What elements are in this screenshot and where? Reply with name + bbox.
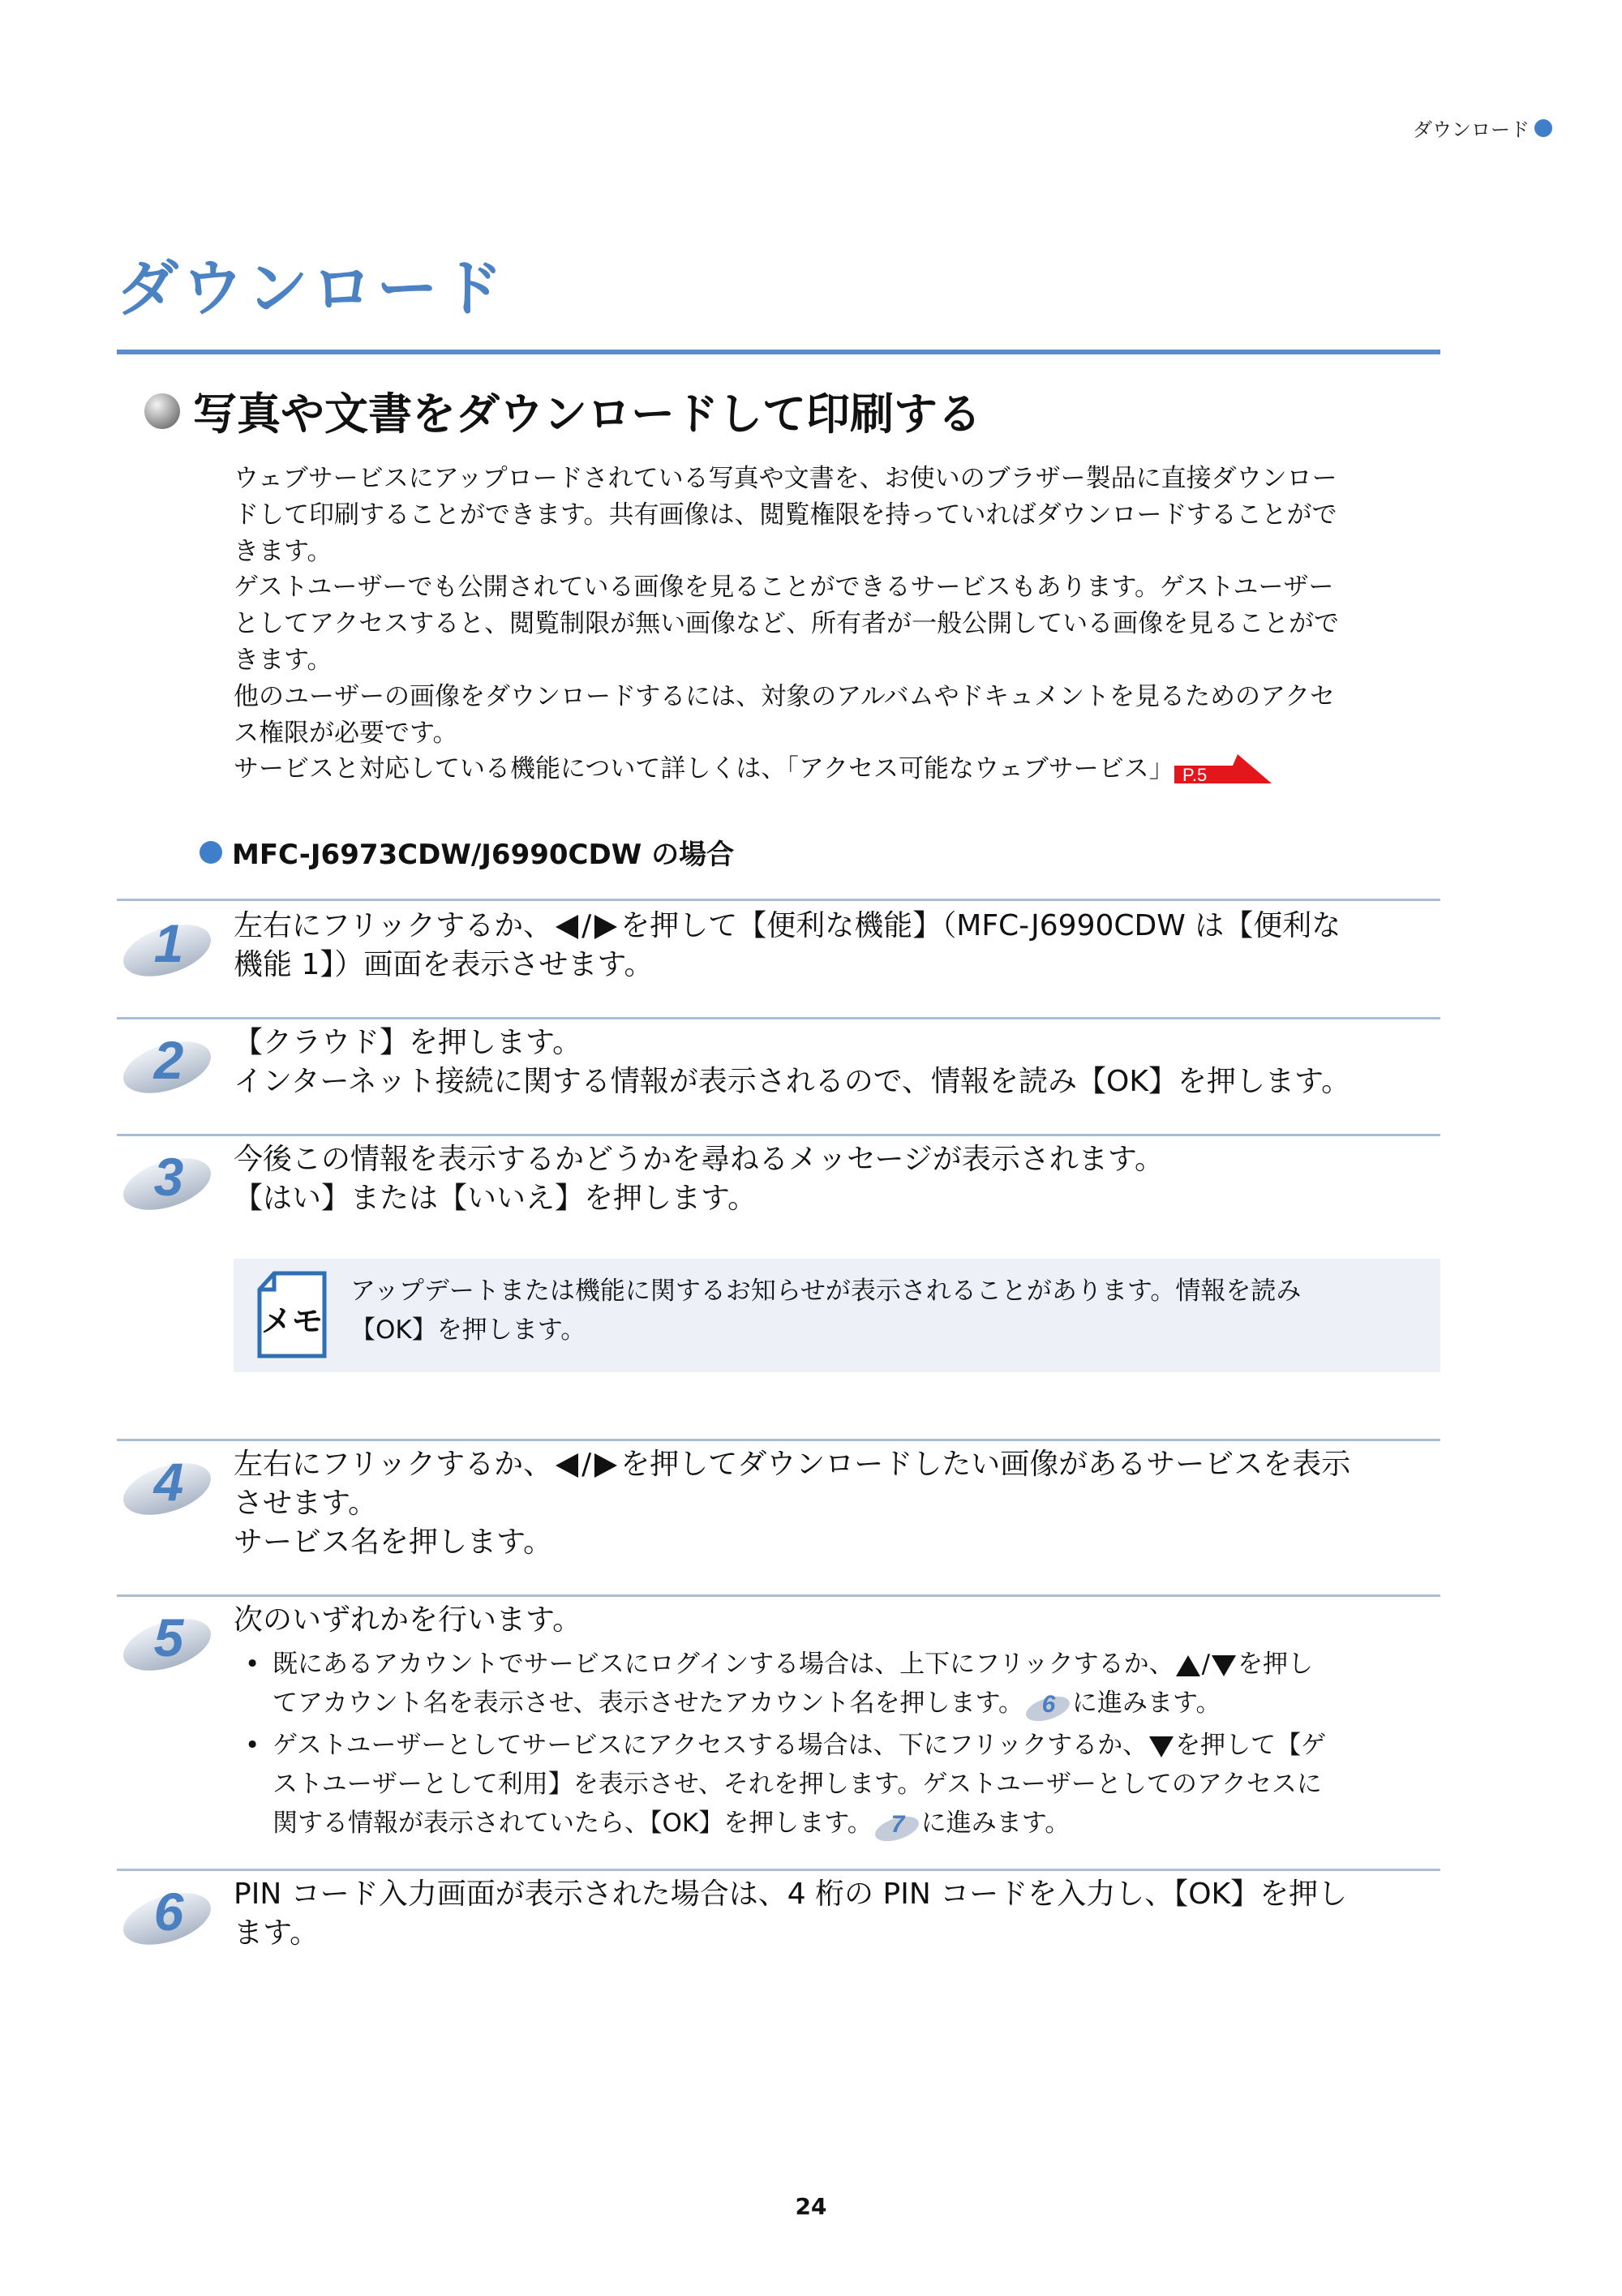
- step-reference-7-icon[interactable]: [873, 1808, 921, 1842]
- step-line: 次のいずれかを行います。: [234, 1603, 582, 1637]
- bullet-text-part: てアカウント名を表示させ、表示させたアカウント名を押します。: [272, 1689, 1023, 1718]
- step-line: 今後この情報を表示するかどうかを尋ねるメッセージが表示されます。: [234, 1143, 1164, 1176]
- intro-line: 他のユーザーの画像をダウンロードするには、対象のアルバムやドキュメントを見るためのアクセ: [234, 681, 1336, 711]
- memo-icon-label: メモ: [260, 1303, 324, 1339]
- intro-line: ウェブサービスにアップロードされている写真や文書を、お使いのブラザー製品に直接ダウンロー: [234, 464, 1337, 493]
- down-arrow-icon: [1148, 1734, 1175, 1760]
- step-line: [234, 1445, 1440, 1484]
- step-line: 機能 1】）画面を表示させます。: [234, 948, 654, 981]
- intro-line: きます。: [234, 536, 333, 566]
- step-number-6-icon: [118, 1872, 216, 1950]
- step-number-4-icon: [118, 1442, 216, 1520]
- step-number: 5: [153, 1607, 184, 1667]
- bullet-text-part: ストユーザーとして利用】を表示させ、それを押します。ゲストユーザーとしてのアクセスに: [272, 1770, 1322, 1799]
- option-list: [234, 1645, 1440, 1843]
- step-divider: [117, 1017, 1440, 1019]
- step-line: ます。: [234, 1916, 320, 1950]
- intro-line: ゲストユーザーでも公開されている画像を見ることができるサービスもあります。ゲストユーザー: [234, 573, 1334, 603]
- step-number-1-icon: [118, 903, 216, 981]
- running-header-text: ダウンロード: [1413, 118, 1530, 141]
- step-line: PIN コード入力画面が表示された場合は、4 桁の PIN コードを入力し、【OK】を押し: [234, 1878, 1348, 1911]
- left-arrow-icon: [552, 1451, 581, 1480]
- bullet-text-part: を押し: [1238, 1650, 1314, 1679]
- step-5-text: [234, 1601, 1440, 1846]
- step-divider: [117, 1869, 1440, 1871]
- model-subheading: [200, 832, 734, 872]
- step-6-text: [234, 1875, 1440, 1953]
- step-number: 4: [153, 1452, 184, 1512]
- intro-line: としてアクセスすると、閲覧制限が無い画像など、所有者が一般公開している画像を見ることがで: [234, 609, 1340, 639]
- step-line: 【クラウド】を押します。: [234, 1026, 582, 1059]
- memo-icon: [253, 1270, 331, 1359]
- subheading-dot-icon: [200, 841, 222, 864]
- step-3-text: [234, 1140, 1440, 1218]
- step-number: 2: [153, 1030, 184, 1090]
- step-text-part: 左右にフリックするか、: [234, 909, 553, 942]
- page-title: ダウンロード: [117, 252, 506, 324]
- page-reference-link[interactable]: [1174, 754, 1272, 787]
- page-reference-label: P.5: [1182, 764, 1207, 785]
- step-slash: /: [581, 909, 592, 942]
- step-number: 1: [153, 913, 184, 973]
- step-text-part: 左右にフリックするか、: [234, 1448, 553, 1481]
- down-arrow-icon: [1210, 1653, 1238, 1679]
- memo-line: 【OK】を押します。: [350, 1315, 586, 1345]
- step-4-text: [234, 1445, 1440, 1562]
- list-item: [234, 1645, 1440, 1723]
- step-line: 【はい】または【いいえ】を押します。: [234, 1182, 757, 1215]
- section-heading: [144, 380, 981, 442]
- intro-last-line: サービスと対応している機能について詳しくは、「アクセス可能なウェブサービス」: [234, 754, 1174, 784]
- left-arrow-icon: [552, 912, 581, 942]
- step-slash: /: [581, 1448, 592, 1481]
- step-number-2-icon: [118, 1020, 216, 1098]
- step-text-part: を押して【便利な機能】（MFC-J6990CDW は【便利な: [620, 909, 1341, 942]
- step-line: インターネット接続に関する情報が表示されるので、情報を読み【OK】を押します。: [234, 1065, 1351, 1098]
- step-text-part: を押してダウンロードしたい画像があるサービスを表示: [620, 1448, 1351, 1481]
- intro-line: ドして印刷することができます。共有画像は、閲覧権限を持っていればダウンロードすることがで: [234, 500, 1337, 530]
- step-line: サービス名を押します。: [234, 1526, 553, 1559]
- title-divider: [117, 350, 1440, 354]
- step-number-3-icon: [118, 1137, 216, 1215]
- bullet-text-part: に進みます。: [1071, 1689, 1221, 1718]
- step-1-text: [234, 907, 1440, 985]
- bullet-slash: /: [1201, 1650, 1211, 1679]
- bullet-text-part: を押して【ゲ: [1175, 1731, 1327, 1760]
- step-divider: [117, 899, 1440, 901]
- step-reference-number: 7: [890, 1810, 905, 1838]
- bullet-text-part: ゲストユーザーとしてサービスにアクセスする場合は、下にフリックするか、: [272, 1731, 1148, 1760]
- intro-line: ス権限が必要です。: [234, 718, 458, 748]
- step-divider: [117, 1134, 1440, 1136]
- memo-line: アップデートまたは機能に関するお知らせが表示されることがあります。情報を読み: [350, 1277, 1302, 1306]
- section-heading-text: 写真や文書をダウンロードして印刷する: [193, 388, 981, 440]
- right-arrow-icon: [591, 912, 620, 942]
- bullet-text-part: に進みます。: [920, 1809, 1071, 1838]
- bullet-text-part: 関する情報が表示されていたら、【OK】を押します。: [272, 1809, 873, 1838]
- intro-paragraph: [234, 461, 1434, 788]
- intro-line: [234, 751, 1434, 788]
- step-number-5-icon: [118, 1598, 216, 1676]
- step-2-text: [234, 1024, 1440, 1101]
- right-arrow-icon: [591, 1451, 620, 1480]
- step-divider: [117, 1439, 1440, 1441]
- step-reference-6-icon[interactable]: [1023, 1688, 1072, 1722]
- page-number: 24: [795, 2193, 827, 2220]
- list-item: [234, 1726, 1440, 1843]
- memo-text: [350, 1272, 1421, 1350]
- intro-line: きます。: [234, 645, 333, 675]
- step-line: させます。: [234, 1487, 378, 1520]
- bullet-text-part: 既にあるアカウントでサービスにログインする場合は、上下にフリックするか、: [272, 1650, 1174, 1679]
- step-number: 3: [153, 1147, 184, 1207]
- section-ball-icon: [144, 393, 180, 429]
- running-header: [1413, 114, 1552, 142]
- bullet-dot-icon: [1534, 119, 1552, 137]
- step-reference-number: 6: [1041, 1690, 1056, 1718]
- step-number: 6: [153, 1882, 184, 1942]
- model-subheading-text: MFC-J6973CDW/J6990CDW の場合: [232, 839, 735, 871]
- step-divider: [117, 1594, 1440, 1597]
- up-arrow-icon: [1174, 1653, 1202, 1679]
- step-line: [234, 907, 1440, 946]
